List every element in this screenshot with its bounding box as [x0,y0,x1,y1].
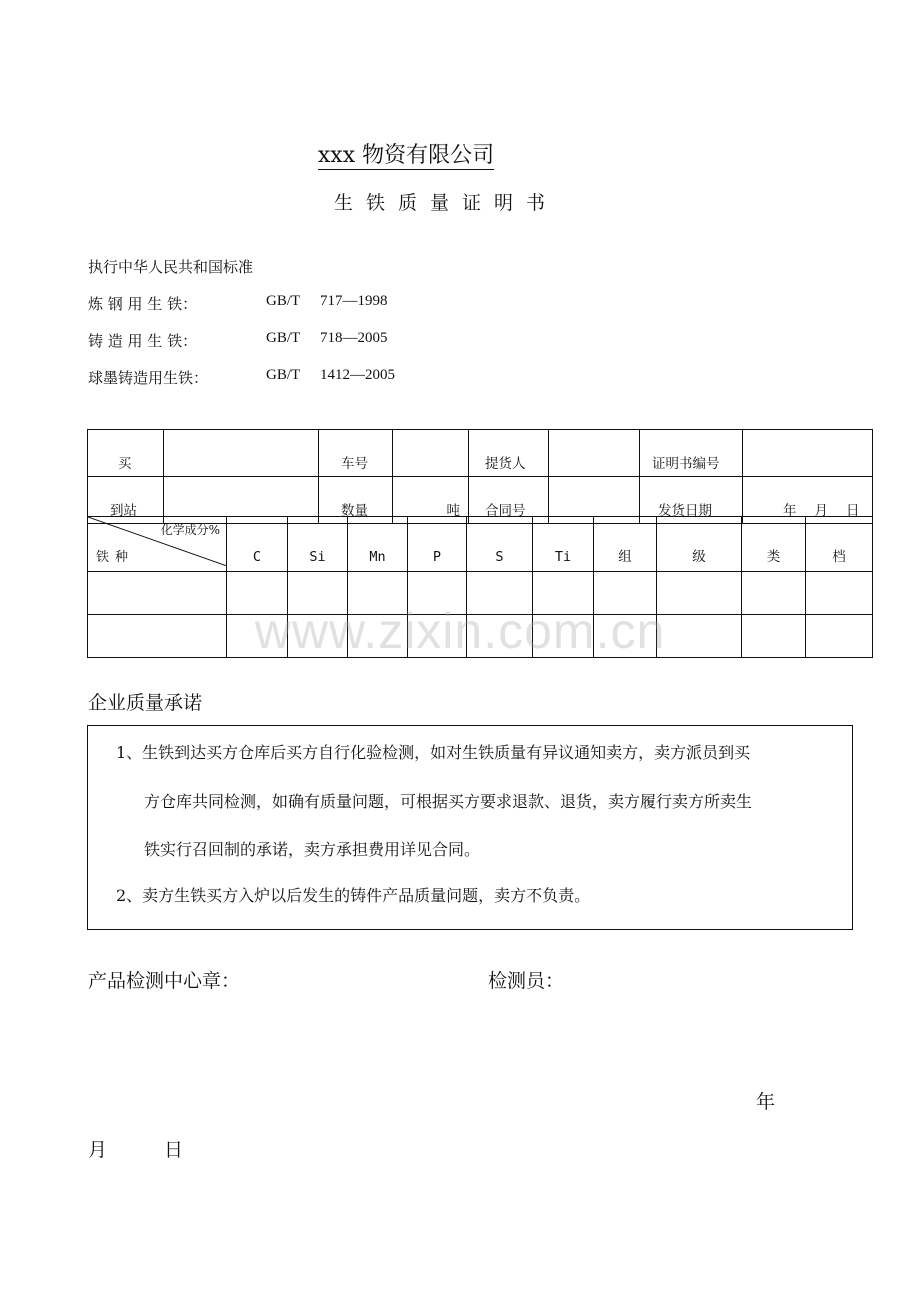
standard-number: 717—1998 [320,293,388,309]
quantity-unit: 吨 [393,477,469,524]
inspector-label: 检测员： [488,970,565,992]
standard-code: GB/T [266,330,301,346]
certificate-number-value[interactable] [743,430,873,477]
company-name: xxx 物资有限公司 [317,143,495,168]
standard-code: GB/T [266,293,301,309]
pickup-person-label: 提货人 [469,430,549,477]
composition-header: 化学成分% [160,523,220,537]
table-row [88,430,873,477]
pickup-person-value[interactable] [549,430,640,477]
column-header-grade: 级 [657,517,742,572]
shipment-info-table [87,429,873,524]
standard-code: GB/T [266,367,301,383]
commitment-item-1-line-2: 方仓库共同检测，如确有质量问题，可根据买方要求退款、退货，卖方履行卖方所卖生 [144,792,753,811]
buyer-label: 买 [88,430,164,477]
commitment-item-1-line-3: 铁实行召回制的承诺，卖方承担费用详见合同。 [144,840,481,859]
column-header-p: P [408,517,467,572]
station-label: 到站 [88,477,164,524]
diagonal-header-cell [88,517,227,572]
column-header-c: C [227,517,288,572]
date-day-label: 日 [846,503,860,519]
iron-type-header: 铁种 [96,550,135,565]
column-header-mn: Mn [348,517,408,572]
date-month: 月 [88,1139,108,1161]
standard-number: 1412—2005 [320,367,395,383]
commitment-item-1-line-1: 1、生铁到达买方仓库后买方自行化验检测，如对生铁质量有异议通知卖方，卖方派员到买 [116,743,751,762]
column-header-s: S [467,517,533,572]
standard-label: 炼 钢 用 生 铁： [88,295,198,313]
car-number-value[interactable] [393,430,469,477]
car-number-label: 车号 [319,430,393,477]
column-header-group: 组 [594,517,657,572]
document-title: 生铁质量证明书 [333,192,558,214]
standard-label: 铸 造 用 生 铁： [88,332,198,350]
buyer-value[interactable] [164,430,319,477]
commitment-title: 企业质量承诺 [88,692,203,714]
contract-number-label: 合同号 [469,477,549,524]
column-header-ti: Ti [533,517,594,572]
column-header-level: 档 [806,517,873,572]
watermark: www.zixin.com.cn [254,603,666,659]
date-year-label: 年 [783,503,797,519]
inspection-center-stamp-label: 产品检测中心章： [88,970,241,992]
column-header-si: Si [288,517,348,572]
table-header-row [88,517,873,572]
column-header-class: 类 [742,517,806,572]
date-year: 年 [756,1091,776,1113]
date-month-label: 月 [814,503,828,519]
commitment-box [87,725,853,930]
commitment-item-2: 2、卖方生铁买方入炉以后发生的铸件产品质量问题，卖方不负责。 [116,886,591,905]
certificate-number-label: 证明书编号 [640,430,743,477]
quantity-label: 数量 [319,477,393,524]
standard-number: 718—2005 [320,330,388,346]
ship-date-label: 发货日期 [640,477,743,524]
date-day: 日 [164,1139,184,1161]
standard-intro: 执行中华人民共和国标准 [88,258,254,276]
standard-label: 球墨铸造用生铁： [88,369,209,387]
